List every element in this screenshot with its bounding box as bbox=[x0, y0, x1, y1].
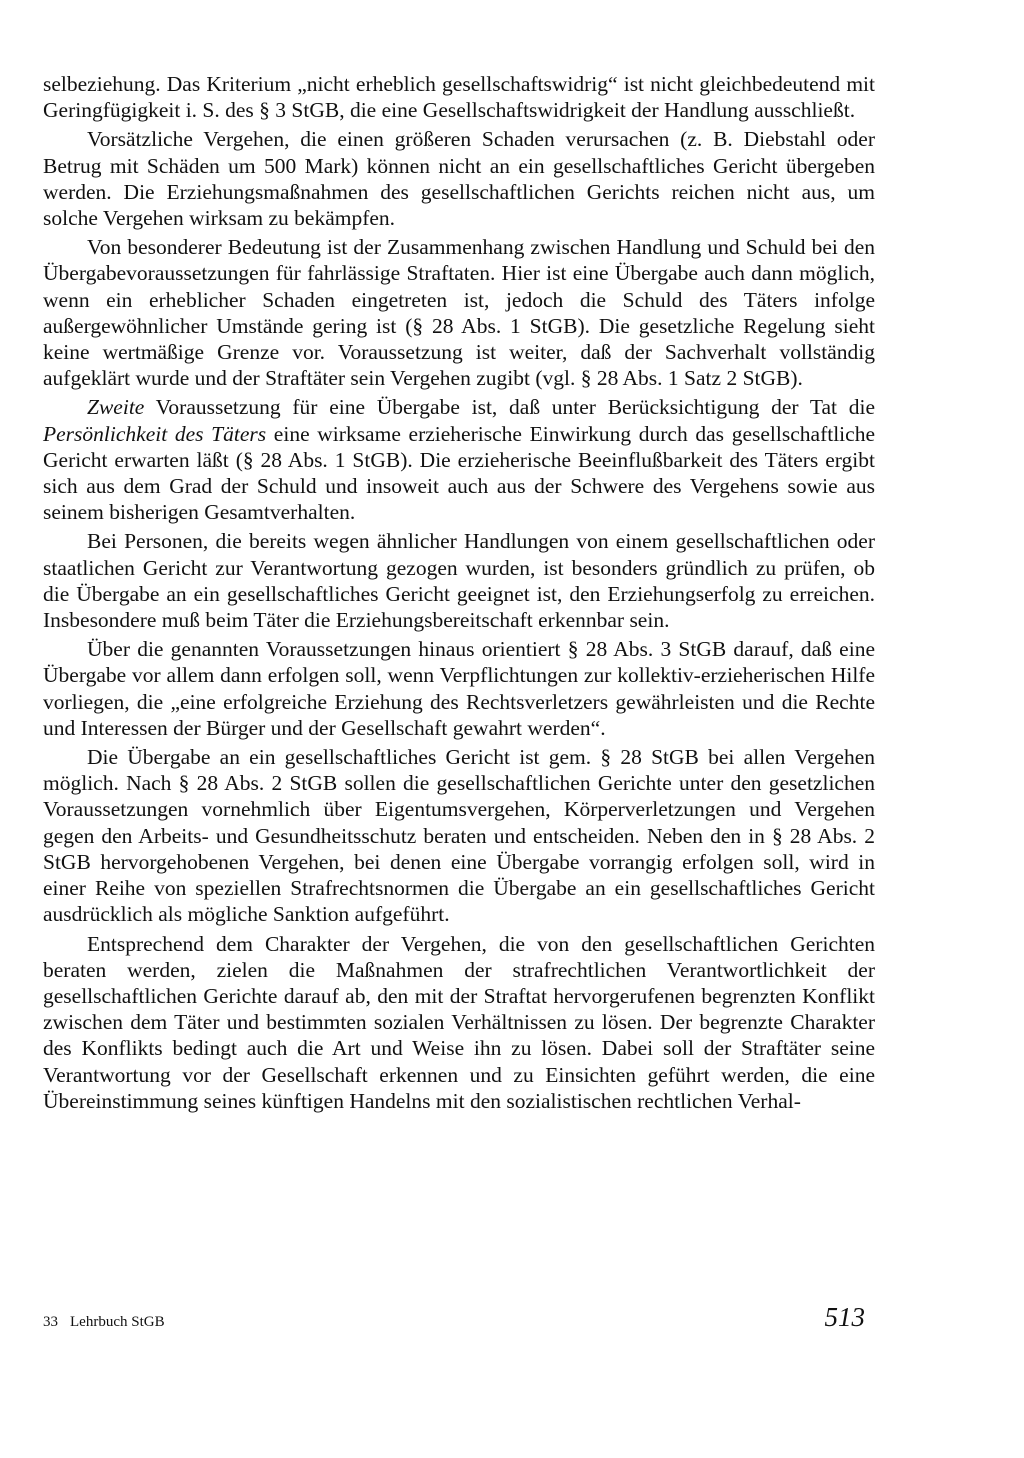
paragraph: Die Übergabe an ein gesellschaftliches Gericht ist gem. § 28 StGB bei allen Vergehen möglich. Nach § 28 Abs. 2 StGB sollen die gesellschaftlichen Gerichte unter den gesetzlichen Voraussetzungen vornehmlich über Eigentumsvergehen, Körperverletzungen und Vergehen gegen den Arbeits- und Gesundheitsschutz beraten und entscheiden. Neben den in § 28 Abs. 2 StGB hervorgehobenen Vergehen, bei denen eine Übergabe vorrangig erfolgen soll, wird in einer Reihe von speziellen Strafrechtsnormen die Übergabe an ein gesellschaftliches Gericht ausdrücklich als mögliche Sanktion aufgeführt. bbox=[43, 745, 875, 927]
page-number: 513 bbox=[824, 1302, 865, 1332]
paragraph-text: eine wirksame erzieherische Einwirkung durch das gesellschaftliche Gericht erwarten läßt (§ 28 Abs. 1 StGB). Die erzieherische Beeinflußbarkeit des Täters ergibt sich aus dem Grad der Schuld und insoweit auch aus der Schwere des Vergehens sowie aus seinem bisherigen Gesamtverhalten. bbox=[43, 421, 875, 525]
signature-number: 33 bbox=[43, 1314, 58, 1330]
printer-signature bbox=[43, 1314, 165, 1331]
paragraph: Vorsätzliche Vergehen, die einen größeren Schaden verursachen (z. B. Diebstahl oder Betrug mit Schäden um 500 Mark) können nicht an ein gesellschaftliches Gericht übergeben werden. Die Erziehungsmaßnahmen des gesellschaftlichen Gerichts reichen nicht aus, um solche Vergehen wirksam zu bekämpfen. bbox=[43, 127, 875, 231]
body-text bbox=[43, 71, 875, 1114]
emphasis-text: Zweite bbox=[87, 395, 145, 420]
paragraph-with-emphasis bbox=[43, 394, 875, 525]
paragraph: Über die genannten Voraussetzungen hinaus orientiert § 28 Abs. 3 StGB darauf, daß eine Übergabe vor allem dann erfolgen soll, wenn Verpflichtungen zur kollektiv-erzieherischen Hilfe vorliegen, die „eine erfolgreiche Erziehung des Rechtsverletzers gewährleisten und die Rechte und Interessen der Bürger und der Gesellschaft gewahrt werden“. bbox=[43, 637, 875, 740]
paragraph-continuation: selbeziehung. Das Kriterium „nicht erheblich gesellschaftswidrig“ ist nicht gleichbedeutend mit Geringfügigkeit i. S. des § 3 StGB, die eine Gesellschaftswidrigkeit der Handlung ausschließt. bbox=[43, 72, 875, 123]
page-footer bbox=[43, 1302, 865, 1333]
emphasis-text: Persönlichkeit des Täters bbox=[43, 421, 267, 446]
paragraph: Entsprechend dem Charakter der Vergehen, die von den gesellschaftlichen Gerichten beraten werden, zielen die Maßnahmen der strafrechtlichen Verantwortlichkeit der gesellschaftlichen Gerichte darauf ab, den mit der Straftat hervorgerufenen begrenzten Konflikt zwischen dem Täter und bestimmten sozialen Verhältnissen zu lösen. Der begrenzte Charakter des Konflikts bedingt auch die Art und Weise ihn zu lösen. Dabei soll der Straftäter seine Verantwortung vor der Gesellschaft erkennen und zu Einsichten geführt werden, die eine Übereinstimmung seines künftigen Handelns mit den sozialistischen rechtlichen Verhal- bbox=[43, 931, 875, 1113]
signature-title: Lehrbuch StGB bbox=[70, 1314, 165, 1330]
paragraph-text: Voraussetzung für eine Übergabe ist, daß unter Berücksichtigung der Tat die bbox=[144, 395, 875, 420]
paragraph: Bei Personen, die bereits wegen ähnlicher Handlungen von einem gesellschaftlichen oder staatlichen Gericht zur Verantwortung gezogen wurden, ist besonders gründlich zu prüfen, ob die Übergabe an ein gesellschaftliches Gericht geeignet ist, den Erziehungserfolg zu erreichen. Insbesondere muß beim Täter die Erziehungsbereitschaft erkennbar sein. bbox=[43, 529, 875, 633]
paragraph: Von besonderer Bedeutung ist der Zusammenhang zwischen Handlung und Schuld bei den Übergabevoraussetzungen für fahrlässige Straftaten. Hier ist eine Übergabe auch dann möglich, wenn ein erheblicher Schaden eingetreten ist, jedoch die Schuld des Täters infolge außergewöhnlicher Umstände gering ist (§ 28 Abs. 1 StGB). Die gesetzliche Regelung sieht keine wertmäßige Grenze vor. Voraussetzung ist weiter, daß der Sachverhalt vollständig aufgeklärt wurde und der Straftäter sein Vergehen zugibt (vgl. § 28 Abs. 1 Satz 2 StGB). bbox=[43, 235, 875, 391]
